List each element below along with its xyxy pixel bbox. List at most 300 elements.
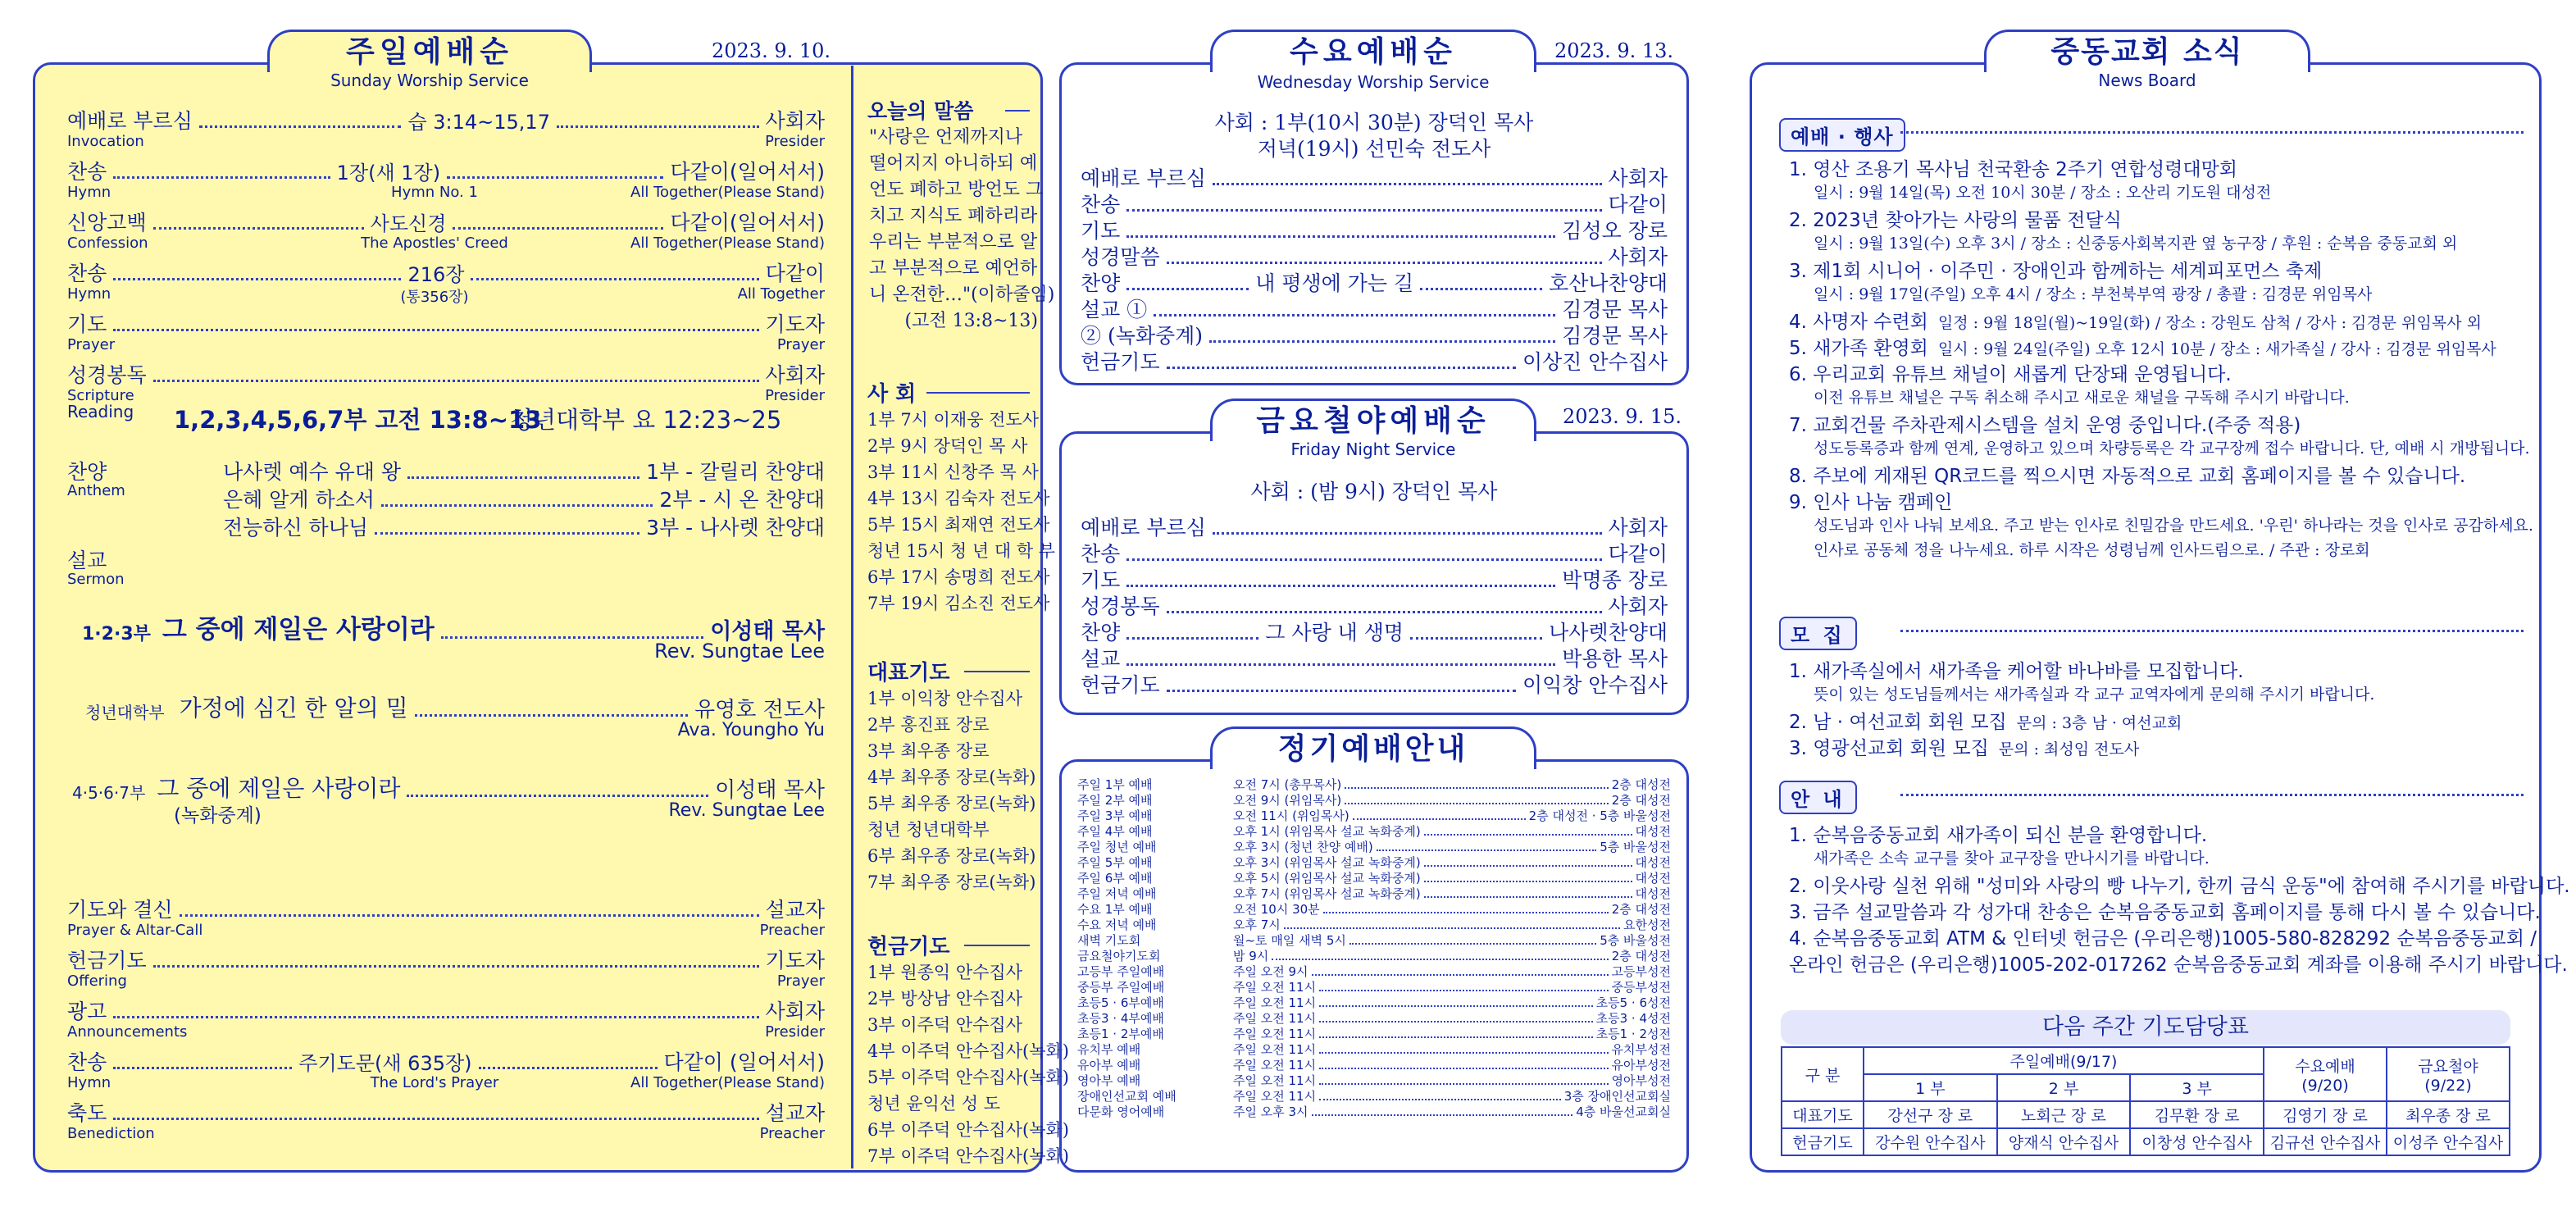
dot-leader [1349, 933, 1596, 945]
order-label: 헌금기도 [67, 949, 147, 972]
list-item: 6부 17시 송명희 전도사 [867, 567, 1050, 587]
category-line [1900, 131, 2524, 134]
anthem-row [223, 512, 825, 541]
dot-leader [113, 1118, 758, 1120]
news-item-detail: 일시 : 9월 13일(수) 오후 3시 / 장소 : 신중동사회복지관 옆 농구장 / 후원 : 순복음 중동교회 외 [1814, 235, 2458, 253]
news-item [1789, 359, 2232, 386]
dot-leader [1319, 980, 1608, 991]
list-item: 4부 13시 김숙자 전도사 [867, 489, 1050, 508]
sermon-preacher: 유영호 전도사 [694, 698, 825, 722]
dot-leader [1126, 558, 1601, 561]
news-item [1789, 707, 2182, 734]
sermon-title: 가정에 심긴 한 알의 밀 [179, 695, 408, 722]
sermon-preacher: 이성태 목사 [715, 778, 825, 803]
schedule-time: 오전 7시 (총무목사) [1233, 777, 1342, 792]
dot-leader [557, 125, 759, 128]
order-content-en: The Apostles' Creed [361, 235, 508, 252]
sermon-preacher-en: Rev. Sungtae Lee [668, 800, 825, 821]
news-item-title: 9. 인사 나눔 캠페인 [1789, 492, 1953, 513]
list-item: 청년 15시 청 년 대 학 부 [867, 541, 1056, 561]
dot-leader [1424, 824, 1632, 836]
news-item-detail: 일시 : 9월 14일(목) 오전 10시 30분 / 장소 : 오산리 기도원 대성전 [1814, 184, 2272, 202]
category-info: 안 내 [1779, 781, 1857, 814]
dot-leader [1410, 637, 1542, 640]
schedule-name: 고등부 주일예배 [1077, 964, 1165, 979]
anthem-song: 전능하신 하나님 [223, 516, 368, 540]
schedule-name: 주일 저녁 예배 [1077, 886, 1157, 901]
prayer-title-line [964, 671, 1030, 672]
schedule-place: 2층 대성전 · 5층 바울성전 [1528, 808, 1671, 823]
order-person-en: All Together(Please Stand) [630, 235, 825, 252]
dot-leader [1126, 235, 1555, 238]
order-person: 박명종 장로 [1562, 568, 1668, 592]
sermon-3 [72, 771, 825, 804]
schedule-row [1077, 964, 1671, 980]
dot-leader [153, 380, 759, 382]
dot-leader [1284, 918, 1620, 929]
order-person: 사회자 [765, 363, 825, 387]
order-content: 내 평생에 가는 길 [1255, 271, 1414, 295]
schedule-row [1077, 824, 1671, 840]
order-person: 다같이(일어서서) [670, 211, 826, 235]
list-item: 7부 최우종 장로(녹화) [867, 872, 1036, 892]
order-label: 찬송 [67, 160, 107, 184]
order-row [1081, 241, 1668, 271]
dot-leader [479, 1067, 658, 1069]
order-row [67, 945, 825, 974]
dot-leader [1323, 902, 1609, 913]
sunday-divider [851, 66, 853, 1168]
news-item-detail: 이전 유튜브 채널은 구독 취소해 주시고 새로운 채널을 구독해 주시기 바랍니다. [1814, 389, 2350, 407]
schedule-row [1077, 777, 1671, 793]
schedule-place: 대성전 [1635, 886, 1671, 901]
order-row [1081, 564, 1668, 594]
order-content-en: Hymn No. 1 [391, 184, 478, 201]
schedule-name: 주일 6부 예배 [1077, 871, 1153, 886]
cell: 강선구 장 로 [1864, 1101, 1997, 1128]
order-row [67, 207, 825, 236]
dot-leader [1126, 637, 1258, 640]
dot-leader [1319, 1027, 1593, 1038]
schedule-time: 오후 3시 (청년 찬양 예배) [1233, 840, 1373, 854]
dot-leader [1319, 1011, 1593, 1023]
news-item [1789, 820, 2207, 847]
dot-leader [180, 914, 759, 917]
schedule-row [1077, 1027, 1671, 1042]
dot-leader [375, 532, 639, 535]
dot-leader [447, 176, 663, 179]
list-item: 1부 이익창 안수집사 [867, 689, 1022, 708]
dot-leader [1424, 871, 1632, 882]
sermon-title: 그 중에 제일은 사랑이라 [162, 615, 435, 644]
order-label: 기도 [1081, 219, 1121, 243]
list-item: 1부 7시 이재웅 전도사 [867, 410, 1040, 430]
list-item: 청년 청년대학부 [867, 820, 990, 840]
schedule-time: 주일 오전 11시 [1233, 1042, 1317, 1057]
host-title-line [926, 392, 1030, 394]
order-row [1081, 189, 1668, 218]
dot-leader [153, 965, 759, 968]
reading-text: 1,2,3,4,5,6,7부 고전 13:8~13 [174, 406, 542, 434]
order-person-en: Presider [765, 1023, 825, 1041]
reading-en: Reading [67, 402, 134, 421]
host-list [867, 407, 1056, 617]
news-item-title: 2. 2023년 찾아가는 사랑의 물품 전달식 [1789, 210, 2122, 231]
order-row [67, 1097, 825, 1127]
order-label: 예배로 부르심 [1081, 166, 1206, 190]
news-item-title: 온라인 헌금은 (우리은행)1005-202-017262 순복음중동교회 계좌를 이용해 주시기 바랍니다. [1789, 954, 2568, 976]
dot-leader [1345, 777, 1609, 789]
schedule-name: 새벽 기도회 [1077, 933, 1141, 948]
order-label: 찬양 [1081, 271, 1121, 295]
news-item-detail: 일정 : 9월 18일(월)~19일(화) / 장소 : 강원도 삼척 / 강사 : 김경문 위임목사 외 [1937, 314, 2482, 332]
anthem-ko: 찬양 [67, 460, 107, 484]
wednesday-title: 수요예배순 [1210, 30, 1536, 72]
schedule-row [1077, 808, 1671, 824]
news-item-detail: 새가족은 소속 교구를 찾아 교구장을 만나시기를 바랍니다. [1814, 849, 2210, 868]
sunday-date: 2023. 9. 10. [712, 39, 831, 62]
wednesday-host2: 저녁(19시) 선민숙 전도사 [1257, 137, 1491, 161]
news-item [1789, 410, 2301, 437]
schedule-place: 3층 장애인선교회실 [1563, 1089, 1671, 1104]
dot-leader [1312, 1105, 1573, 1116]
order-person: 기도자 [765, 312, 825, 336]
news-item [1789, 461, 2465, 488]
prayer-table [1781, 1046, 2510, 1156]
cell: 양재식 안수집사 [1997, 1128, 2131, 1155]
order-label-en: Prayer & Altar-Call [67, 922, 203, 939]
schedule-name: 금요철야기도회 [1077, 949, 1161, 963]
dot-leader [1154, 314, 1555, 317]
offering-list [867, 959, 1069, 1169]
list-item: 언도 폐하고 방언도 그 [869, 180, 1044, 200]
order-person-en: Preacher [759, 922, 825, 939]
order-person-en: Presider [765, 387, 825, 404]
dot-leader [1319, 1089, 1561, 1100]
order-row [67, 105, 825, 134]
dot-leader [1126, 585, 1555, 587]
order-person: 김경문 목사 [1562, 298, 1668, 321]
order-person-en: Presider [765, 133, 825, 150]
dot-leader [1424, 886, 1632, 898]
news-item-detail: 일시 : 9월 24일(주일) 오후 12시 10분 / 장소 : 새가족실 / 강사 : 김경문 위임목사 [1937, 340, 2496, 358]
dot-leader [199, 125, 402, 128]
category-events: 예배 · 행사 [1779, 118, 1905, 152]
sunday-title: 주일예배순 [267, 30, 592, 72]
dot-leader [1353, 808, 1526, 820]
list-item: 2부 홍진표 장로 [867, 715, 990, 735]
schedule-place: 2층 대성전 [1611, 777, 1671, 792]
order-label: 성경봉독 [67, 363, 147, 387]
order-label: 기도와 결신 [67, 898, 173, 922]
sermon-preacher-en: Rev. Sungtae Lee [654, 640, 825, 663]
news-item [1789, 487, 1952, 514]
order-person: 이익창 안수집사 [1522, 673, 1668, 697]
cell: 노회근 장 로 [1997, 1101, 2131, 1128]
order-person: 다같이 [765, 262, 826, 285]
news-item-title: 3. 영광선교회 회원 모집 [1789, 738, 1989, 759]
dot-leader [1319, 1073, 1608, 1085]
order-content: 주기도문(새 635장) [298, 1052, 472, 1075]
schedule-name: 주일 5부 예배 [1077, 855, 1153, 870]
order-person: 사회자 [765, 109, 825, 133]
list-item: 4부 이주덕 안수집사(녹화) [867, 1041, 1069, 1061]
dot-leader [407, 795, 708, 797]
sermon-preacher: 이성태 목사 [710, 619, 825, 644]
th-wed-label: 수요예배 [2295, 1057, 2355, 1076]
schedule-place: 2층 대성전 [1611, 902, 1671, 917]
order-label: 찬송 [67, 262, 107, 285]
dot-leader [381, 504, 653, 507]
order-person-en: All Together(Please Stand) [630, 184, 825, 201]
schedule-place: 4층 바울선교회실 [1576, 1105, 1671, 1119]
order-label-en: Invocation [67, 133, 144, 150]
schedule-time: 주일 오전 11시 [1233, 1058, 1317, 1073]
order-label: 찬송 [1081, 542, 1121, 566]
list-item: 니 온전한…"(이하줄임) [869, 285, 1055, 305]
dot-leader [1319, 1058, 1608, 1069]
list-item: 7부 19시 김소진 전도사 [867, 594, 1050, 613]
schedule-time: 주일 오전 11시 [1233, 1073, 1317, 1088]
schedule-name: 초등1 · 2부예배 [1077, 1027, 1164, 1041]
order-person: 다같이 (일어서서) [663, 1050, 826, 1074]
news-item [1789, 154, 2237, 181]
schedule-name: 중등부 주일예배 [1077, 980, 1165, 995]
schedule-row [1077, 1042, 1671, 1058]
order-person: 다같이(일어서서) [670, 160, 826, 184]
schedule-place: 초등3 · 4성전 [1595, 1011, 1671, 1026]
dot-leader [1312, 964, 1609, 976]
schedule-time: 주일 오전 11시 [1233, 980, 1317, 995]
schedule-time: 오후 1시 (위임목사 설교 녹화중계) [1233, 824, 1421, 839]
th-fri-date: (9/22) [2424, 1076, 2472, 1095]
order-label-en: Offering [67, 972, 127, 990]
order-person: 사회자 [1608, 594, 1668, 618]
dot-leader [153, 227, 364, 230]
table-row [1782, 1101, 2510, 1128]
order-label: 기도 [67, 312, 107, 336]
th-wed-date: (9/20) [2301, 1076, 2349, 1095]
order-row [1081, 669, 1668, 699]
th-fri [2387, 1047, 2510, 1101]
order-label-en: Scripture [67, 387, 134, 404]
cell: 강수원 안수집사 [1864, 1128, 1997, 1155]
news-item-title: 1. 영산 조용기 목사님 천국환송 2주기 연합성령대망회 [1789, 159, 2238, 180]
schedule-place: 초등5 · 6성전 [1595, 995, 1671, 1010]
news-item-title: 3. 금주 설교말씀과 각 성가대 찬송은 순복음중동교회 홈페이지를 통해 다시 볼 수 있습니다. [1789, 902, 2541, 923]
order-label: 성경말씀 [1081, 245, 1160, 269]
order-row [1081, 512, 1668, 541]
list-item: 5부 이주덕 안수집사(녹화) [867, 1068, 1069, 1087]
order-person-en: Preacher [759, 1125, 825, 1142]
schedule-place: 5층 바울성전 [1600, 933, 1671, 948]
news-item [1789, 205, 2122, 232]
order-label: 설교 [1081, 647, 1121, 671]
order-person: 다같이 [1608, 193, 1668, 216]
news-item-detail: 일시 : 9월 17일(주일) 오후 4시 / 장소 : 부천북부역 광장 / 총괄 : 김경문 위임목사 [1814, 285, 2373, 303]
cell: 최우종 장 로 [2387, 1101, 2510, 1128]
list-item: 떨어지지 아니하되 예 [869, 153, 1038, 174]
anthem-choir: 3부 - 나사렛 찬양대 [646, 516, 825, 540]
dot-leader [1319, 995, 1593, 1007]
schedule-row [1077, 1058, 1671, 1073]
schedule-time: 오후 5시 (위임목사 설교 녹화중계) [1233, 871, 1421, 886]
list-item: 2부 9시 장덕인 목 사 [867, 436, 1028, 456]
dot-leader [415, 714, 688, 717]
schedule-time: 월~토 매일 새벽 5시 [1233, 933, 1346, 948]
news-item-detail: 성도님과 인사 나눠 보세요. 주고 받는 인사로 친밀감을 만드세요. '우린' 하나라는 것을 인사로 공감하세요. [1814, 517, 2533, 535]
list-item: 3부 11시 신창주 목 사 [867, 462, 1039, 482]
anthem-row [223, 484, 825, 513]
dot-leader [1345, 793, 1609, 804]
schedule-row [1077, 793, 1671, 808]
prayer-list [867, 685, 1041, 895]
list-item: 5부 최우종 장로(녹화) [867, 794, 1036, 813]
news-item [1789, 923, 2537, 950]
order-row [1081, 267, 1668, 297]
order-label: 헌금기도 [1081, 673, 1160, 697]
order-row [67, 308, 825, 338]
schedule-time: 오후 7시 [1233, 918, 1281, 932]
order-content-en: (통356장) [400, 289, 469, 306]
list-item: 6부 최우종 장로(녹화) [867, 846, 1036, 866]
schedule-row [1077, 902, 1671, 918]
dot-leader [113, 1016, 758, 1018]
news-item-detail: 뜻이 있는 성도님들께서는 새가족실과 각 교구 교역자에게 문의해 주시기 바랍니다. [1814, 685, 2375, 704]
schedule-row [1077, 949, 1671, 964]
schedule-place: 유아부성전 [1611, 1058, 1671, 1073]
schedule-place: 대성전 [1635, 871, 1671, 886]
schedule-time: 오후 7시 (위임목사 설교 녹화중계) [1233, 886, 1421, 901]
news-item [1789, 950, 2568, 977]
sunday-subtitle: Sunday Worship Service [330, 71, 529, 90]
dot-leader [407, 476, 639, 479]
dot-leader [1213, 532, 1602, 535]
sermon-title: 그 중에 제일은 사랑이라 [157, 775, 401, 802]
news-subtitle: News Board [2098, 71, 2196, 90]
cell: 대표기도 [1782, 1101, 1864, 1128]
order-row [67, 995, 825, 1025]
news-item [1789, 656, 2244, 683]
schedule-place: 2층 대성전 [1611, 793, 1671, 808]
schedule-row [1077, 855, 1671, 871]
schedule-row [1077, 886, 1671, 902]
cell: 김규선 안수집사 [2264, 1128, 2387, 1155]
news-item [1789, 897, 2541, 924]
order-row [1081, 294, 1668, 323]
dot-leader [1167, 367, 1516, 369]
order-person: 나사렛찬양대 [1549, 621, 1668, 644]
schedule-row [1077, 840, 1671, 855]
list-item: 1부 원종익 안수집사 [867, 963, 1022, 982]
news-item-detail: 성도등록증과 함께 연계, 운영하고 있으며 차량등록은 각 교구장께 접수 바랍니다. 단, 예배 시 개방됩니다. [1814, 440, 2530, 458]
dot-leader [1167, 690, 1516, 692]
order-row [1081, 643, 1668, 672]
schedule-place: 대성전 [1635, 824, 1671, 839]
order-label-en: Hymn [67, 184, 112, 201]
cell: 이성주 안수집사 [2387, 1128, 2510, 1155]
th-part1: 1 부 [1864, 1074, 1997, 1101]
dot-leader [1126, 209, 1601, 212]
order-person: 김성오 장로 [1562, 219, 1668, 243]
order-row [67, 257, 825, 287]
list-item: 치고 지식도 폐하리라 [869, 206, 1038, 226]
list-item: 5부 15시 최재연 전도사 [867, 515, 1050, 535]
order-person: 사회자 [1608, 245, 1668, 269]
order-person: 설교자 [765, 1101, 825, 1125]
news-item-title: 6. 우리교회 유튜브 채널이 새롭게 단장돼 운영됩니다. [1789, 364, 2232, 385]
sermon-part: 1·2·3부 [82, 624, 151, 644]
schedule-row [1077, 1073, 1671, 1089]
order-row [1081, 538, 1668, 567]
order-label: 찬송 [1081, 193, 1121, 216]
dot-leader [1272, 949, 1608, 960]
dot-leader [1167, 262, 1602, 264]
host-title: 사 회 [867, 382, 917, 407]
order-person-en: All Together [737, 285, 825, 303]
order-person-en: Prayer [776, 336, 825, 353]
schedule-name: 주일 1부 예배 [1077, 777, 1153, 792]
schedule-row [1077, 918, 1671, 933]
dot-leader [1420, 288, 1542, 290]
dot-leader [453, 227, 663, 230]
order-row [67, 156, 825, 185]
news-item-title: 4. 순복음중동교회 ATM & 인터넷 헌금은 (우리은행)1005-580-828292 순복음중동교회 / [1789, 928, 2537, 950]
schedule-time: 주일 오전 11시 [1233, 1027, 1317, 1041]
cell: 이창성 안수집사 [2130, 1128, 2264, 1155]
reading-youth: 청년대학부 요 12:23~25 [510, 406, 782, 434]
order-person: 사회자 [1608, 166, 1668, 190]
dot-leader [471, 278, 758, 280]
order-label-en: Hymn [67, 1074, 112, 1091]
news-item-detail: 인사로 공동체 정을 나누세요. 하루 시작은 성령님께 인사드림으로. / 주관 : 장로회 [1814, 541, 2370, 559]
news-title: 중동교회 소식 [1984, 30, 2310, 72]
news-item-title: 5. 새가족 환영회 [1789, 338, 1928, 359]
schedule-time: 주일 오전 11시 [1233, 1011, 1317, 1026]
order-label: ② (녹화중계) [1081, 324, 1204, 348]
th-sunday: 주일예배(9/17) [1864, 1047, 2264, 1074]
friday-title: 금요철야예배순 [1210, 399, 1536, 441]
list-item: "사랑은 언제까지나 [869, 127, 1023, 148]
news-item-title: 1. 새가족실에서 새가족을 케어할 바나바를 모집합니다. [1789, 661, 2244, 682]
news-item [1789, 256, 2322, 283]
order-label-en: Confession [67, 235, 148, 252]
news-item [1789, 733, 2139, 760]
order-row [1081, 162, 1668, 192]
order-row [1081, 346, 1668, 376]
order-label: 신앙고백 [67, 211, 147, 235]
schedule-row [1077, 980, 1671, 995]
schedule-time: 오전 11시 (위임목사) [1233, 808, 1349, 823]
order-label: 기도 [1081, 568, 1121, 592]
order-label: 축도 [67, 1101, 107, 1125]
order-person: 다같이 [1608, 542, 1668, 566]
schedule-time: 주일 오전 11시 [1233, 995, 1317, 1010]
schedule-name: 주일 3부 예배 [1077, 808, 1153, 823]
order-row [67, 894, 825, 923]
list-item: 3부 최우종 장로 [867, 741, 990, 761]
news-item [1789, 333, 2496, 360]
order-person: 사회자 [765, 1000, 825, 1023]
dot-leader [1126, 663, 1555, 666]
dot-leader [1209, 340, 1555, 343]
list-item: 고 부분적으로 예언하 [869, 258, 1038, 279]
schedule-place: 5층 바울성전 [1600, 840, 1671, 854]
schedule-time: 오전 9시 (위임목사) [1233, 793, 1342, 808]
order-label: 찬송 [67, 1050, 107, 1074]
sermon-preacher-en: Ava. Youngho Yu [677, 720, 825, 740]
anthem-choir: 2부 - 시 온 찬양대 [659, 488, 825, 512]
